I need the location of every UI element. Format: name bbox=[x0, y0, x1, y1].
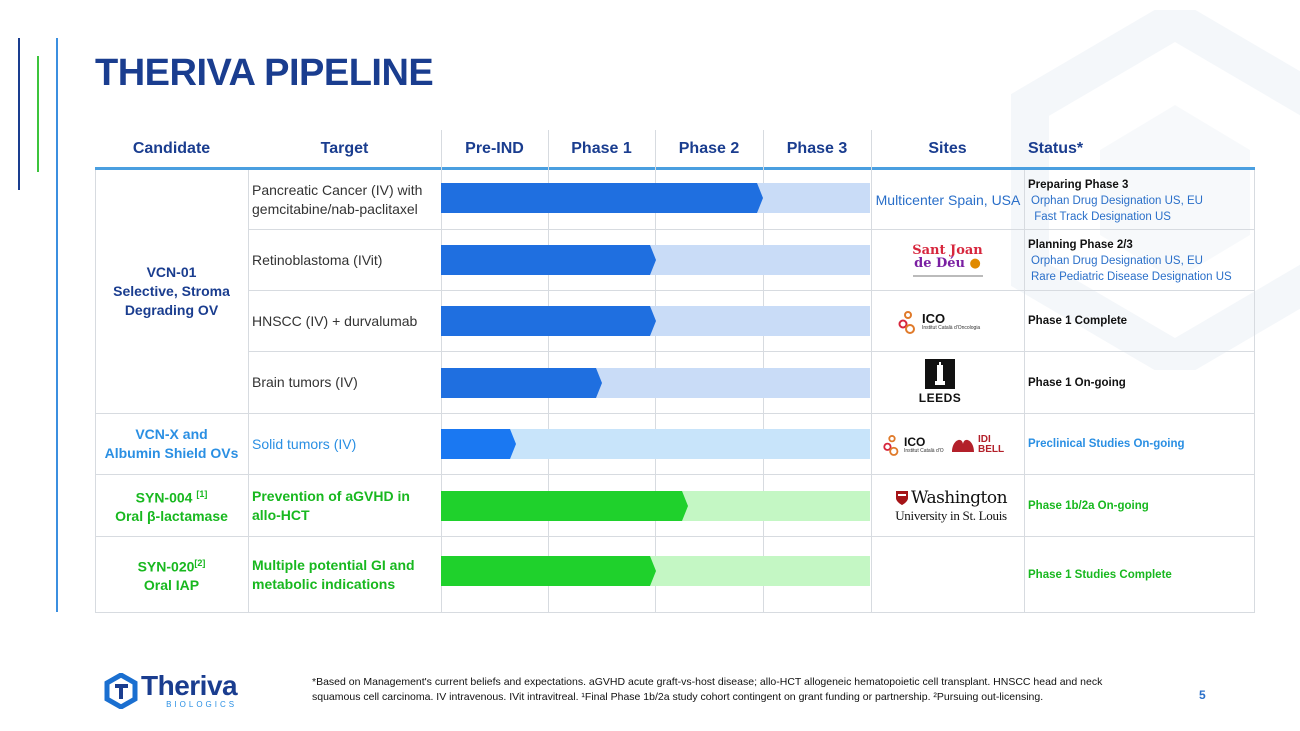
status-main: Phase 1 Studies Complete bbox=[1028, 568, 1172, 581]
progress-bar-track bbox=[441, 306, 870, 336]
target-cell: HNSCC (IV) + durvalumab bbox=[252, 312, 418, 329]
header-phase2: Phase 2 bbox=[678, 140, 740, 157]
status-main: Preparing Phase 3 bbox=[1028, 178, 1129, 191]
status-main: Phase 1b/2a On-going bbox=[1028, 499, 1149, 512]
washu-logo: Washington University in St. Louis bbox=[895, 488, 1008, 523]
status-cell bbox=[1028, 537, 1254, 612]
progress-bar-fill bbox=[441, 306, 664, 336]
progress-bar-track bbox=[441, 556, 870, 586]
header-status: Status* bbox=[1028, 140, 1084, 157]
footnote-text: *Based on Management's current beliefs and expectations. aGVHD acute graft-vs-host disease; allo-HCT allogeneic hematopoietic cell transplant. HNSCC head and neck squamous cell carcinoma. IV intravenous. IVit intravitreal. ¹Final Phase 1b/2a study cohort contingent on grant funding or partnership. ²Pursuing out-licensing. bbox=[312, 676, 1103, 703]
candidate-desc: Oral β-lactamase bbox=[115, 508, 228, 525]
status-detail: Rare Pediatric Disease Designation US bbox=[1031, 270, 1232, 283]
ico-logo: ICO Institut Català d'Oncologia bbox=[897, 302, 1007, 342]
progress-bar-fill bbox=[441, 183, 771, 213]
target-cell: Multiple potential GI and metabolic indications bbox=[252, 556, 415, 592]
ico-mark-icon bbox=[897, 309, 919, 335]
theriva-logo bbox=[103, 672, 237, 710]
progress-bar-track bbox=[441, 368, 870, 398]
status-detail: Fast Track Designation US bbox=[1031, 210, 1171, 223]
status-cell bbox=[1028, 475, 1254, 536]
target-cell: Retinoblastoma (IVit) bbox=[252, 251, 383, 268]
grid-line bbox=[1024, 170, 1025, 613]
washu-shield-icon bbox=[895, 490, 909, 506]
theriva-subbrand: BIOLOGICS bbox=[166, 700, 238, 709]
progress-bar-fill bbox=[441, 429, 524, 459]
candidate-desc: Oral IAP bbox=[143, 577, 200, 594]
header-candidate: Candidate bbox=[132, 140, 211, 157]
progress-bar-track bbox=[441, 429, 870, 459]
leeds-logo: LEEDS bbox=[910, 358, 970, 406]
theriva-hexagon-icon bbox=[103, 673, 139, 709]
status-detail: Orphan Drug Designation US, EU bbox=[1031, 194, 1203, 207]
idibell-mark-icon bbox=[948, 434, 978, 456]
status-cell bbox=[1028, 172, 1254, 229]
accent-line-green bbox=[37, 56, 39, 172]
progress-bar-fill bbox=[441, 491, 696, 521]
grid-line bbox=[248, 170, 249, 613]
progress-bar-fill bbox=[441, 556, 664, 586]
status-cell bbox=[1028, 291, 1254, 351]
candidate-syn020 bbox=[95, 537, 248, 612]
target-cell: Pancreatic Cancer (IV) with gemcitabine/nab-paclitaxel bbox=[252, 181, 423, 217]
grid-line bbox=[871, 130, 872, 613]
header-preind: Pre-IND bbox=[465, 140, 524, 157]
header-target: Target bbox=[320, 140, 369, 157]
candidate-desc: Selective, Stroma bbox=[113, 283, 230, 299]
target-cell: Solid tumors (IV) bbox=[252, 435, 357, 452]
progress-bar-track bbox=[441, 491, 870, 521]
candidate-vcn01 bbox=[95, 170, 248, 413]
status-cell bbox=[1028, 414, 1254, 474]
candidate-name: VCN-X and bbox=[135, 426, 208, 442]
page-title: THERIVA PIPELINE bbox=[95, 52, 434, 94]
status-main: Planning Phase 2/3 bbox=[1028, 238, 1133, 251]
accent-line-dark bbox=[18, 38, 20, 190]
progress-bar-track bbox=[441, 183, 870, 213]
status-main: Phase 1 Complete bbox=[1028, 315, 1128, 327]
leeds-tower-icon bbox=[925, 359, 955, 389]
candidate-name: VCN-01 bbox=[146, 264, 197, 280]
candidate-desc: Degrading OV bbox=[124, 302, 219, 318]
candidate-syn004 bbox=[95, 475, 248, 536]
status-cell bbox=[1028, 352, 1254, 413]
progress-bar-fill bbox=[441, 368, 610, 398]
ico-idibell-logo: ICO Institut Català d'O IDI BELL bbox=[882, 426, 1022, 464]
sant-joan-de-deu-logo: Sant Joan de Déu ● bbox=[895, 236, 1000, 284]
progress-bar-track bbox=[441, 245, 870, 275]
candidate-vcnx bbox=[95, 414, 248, 474]
theriva-wordmark: Theriva bbox=[141, 670, 238, 701]
accent-line-blue bbox=[56, 38, 58, 612]
footnote-ref: [2] bbox=[194, 557, 206, 568]
footnote-ref: [1] bbox=[196, 488, 208, 499]
candidate-desc: Albumin Shield OVs bbox=[104, 445, 239, 461]
header-sites: Sites bbox=[928, 140, 967, 157]
status-main: Phase 1 On-going bbox=[1028, 376, 1126, 389]
page-number: 5 bbox=[1199, 688, 1206, 702]
header-phase3: Phase 3 bbox=[786, 140, 848, 157]
header-phase1: Phase 1 bbox=[571, 140, 632, 157]
ico-mark-icon bbox=[882, 433, 902, 457]
target-cell: Brain tumors (IV) bbox=[252, 374, 358, 390]
progress-bar-fill bbox=[441, 245, 664, 275]
target-cell: Prevention of aGVHD in allo-HCT bbox=[252, 487, 410, 523]
site-multicenter: Multicenter Spain, USA bbox=[875, 192, 1021, 208]
pipeline-table bbox=[95, 130, 1255, 613]
status-cell bbox=[1028, 231, 1254, 290]
candidate-name: SYN-020 bbox=[137, 558, 195, 575]
grid-line bbox=[95, 612, 1255, 613]
grid-line bbox=[1254, 170, 1255, 613]
candidate-name: SYN-004 bbox=[135, 489, 193, 506]
status-detail: Orphan Drug Designation US, EU bbox=[1031, 254, 1203, 267]
status-main: Preclinical Studies On-going bbox=[1028, 438, 1185, 450]
